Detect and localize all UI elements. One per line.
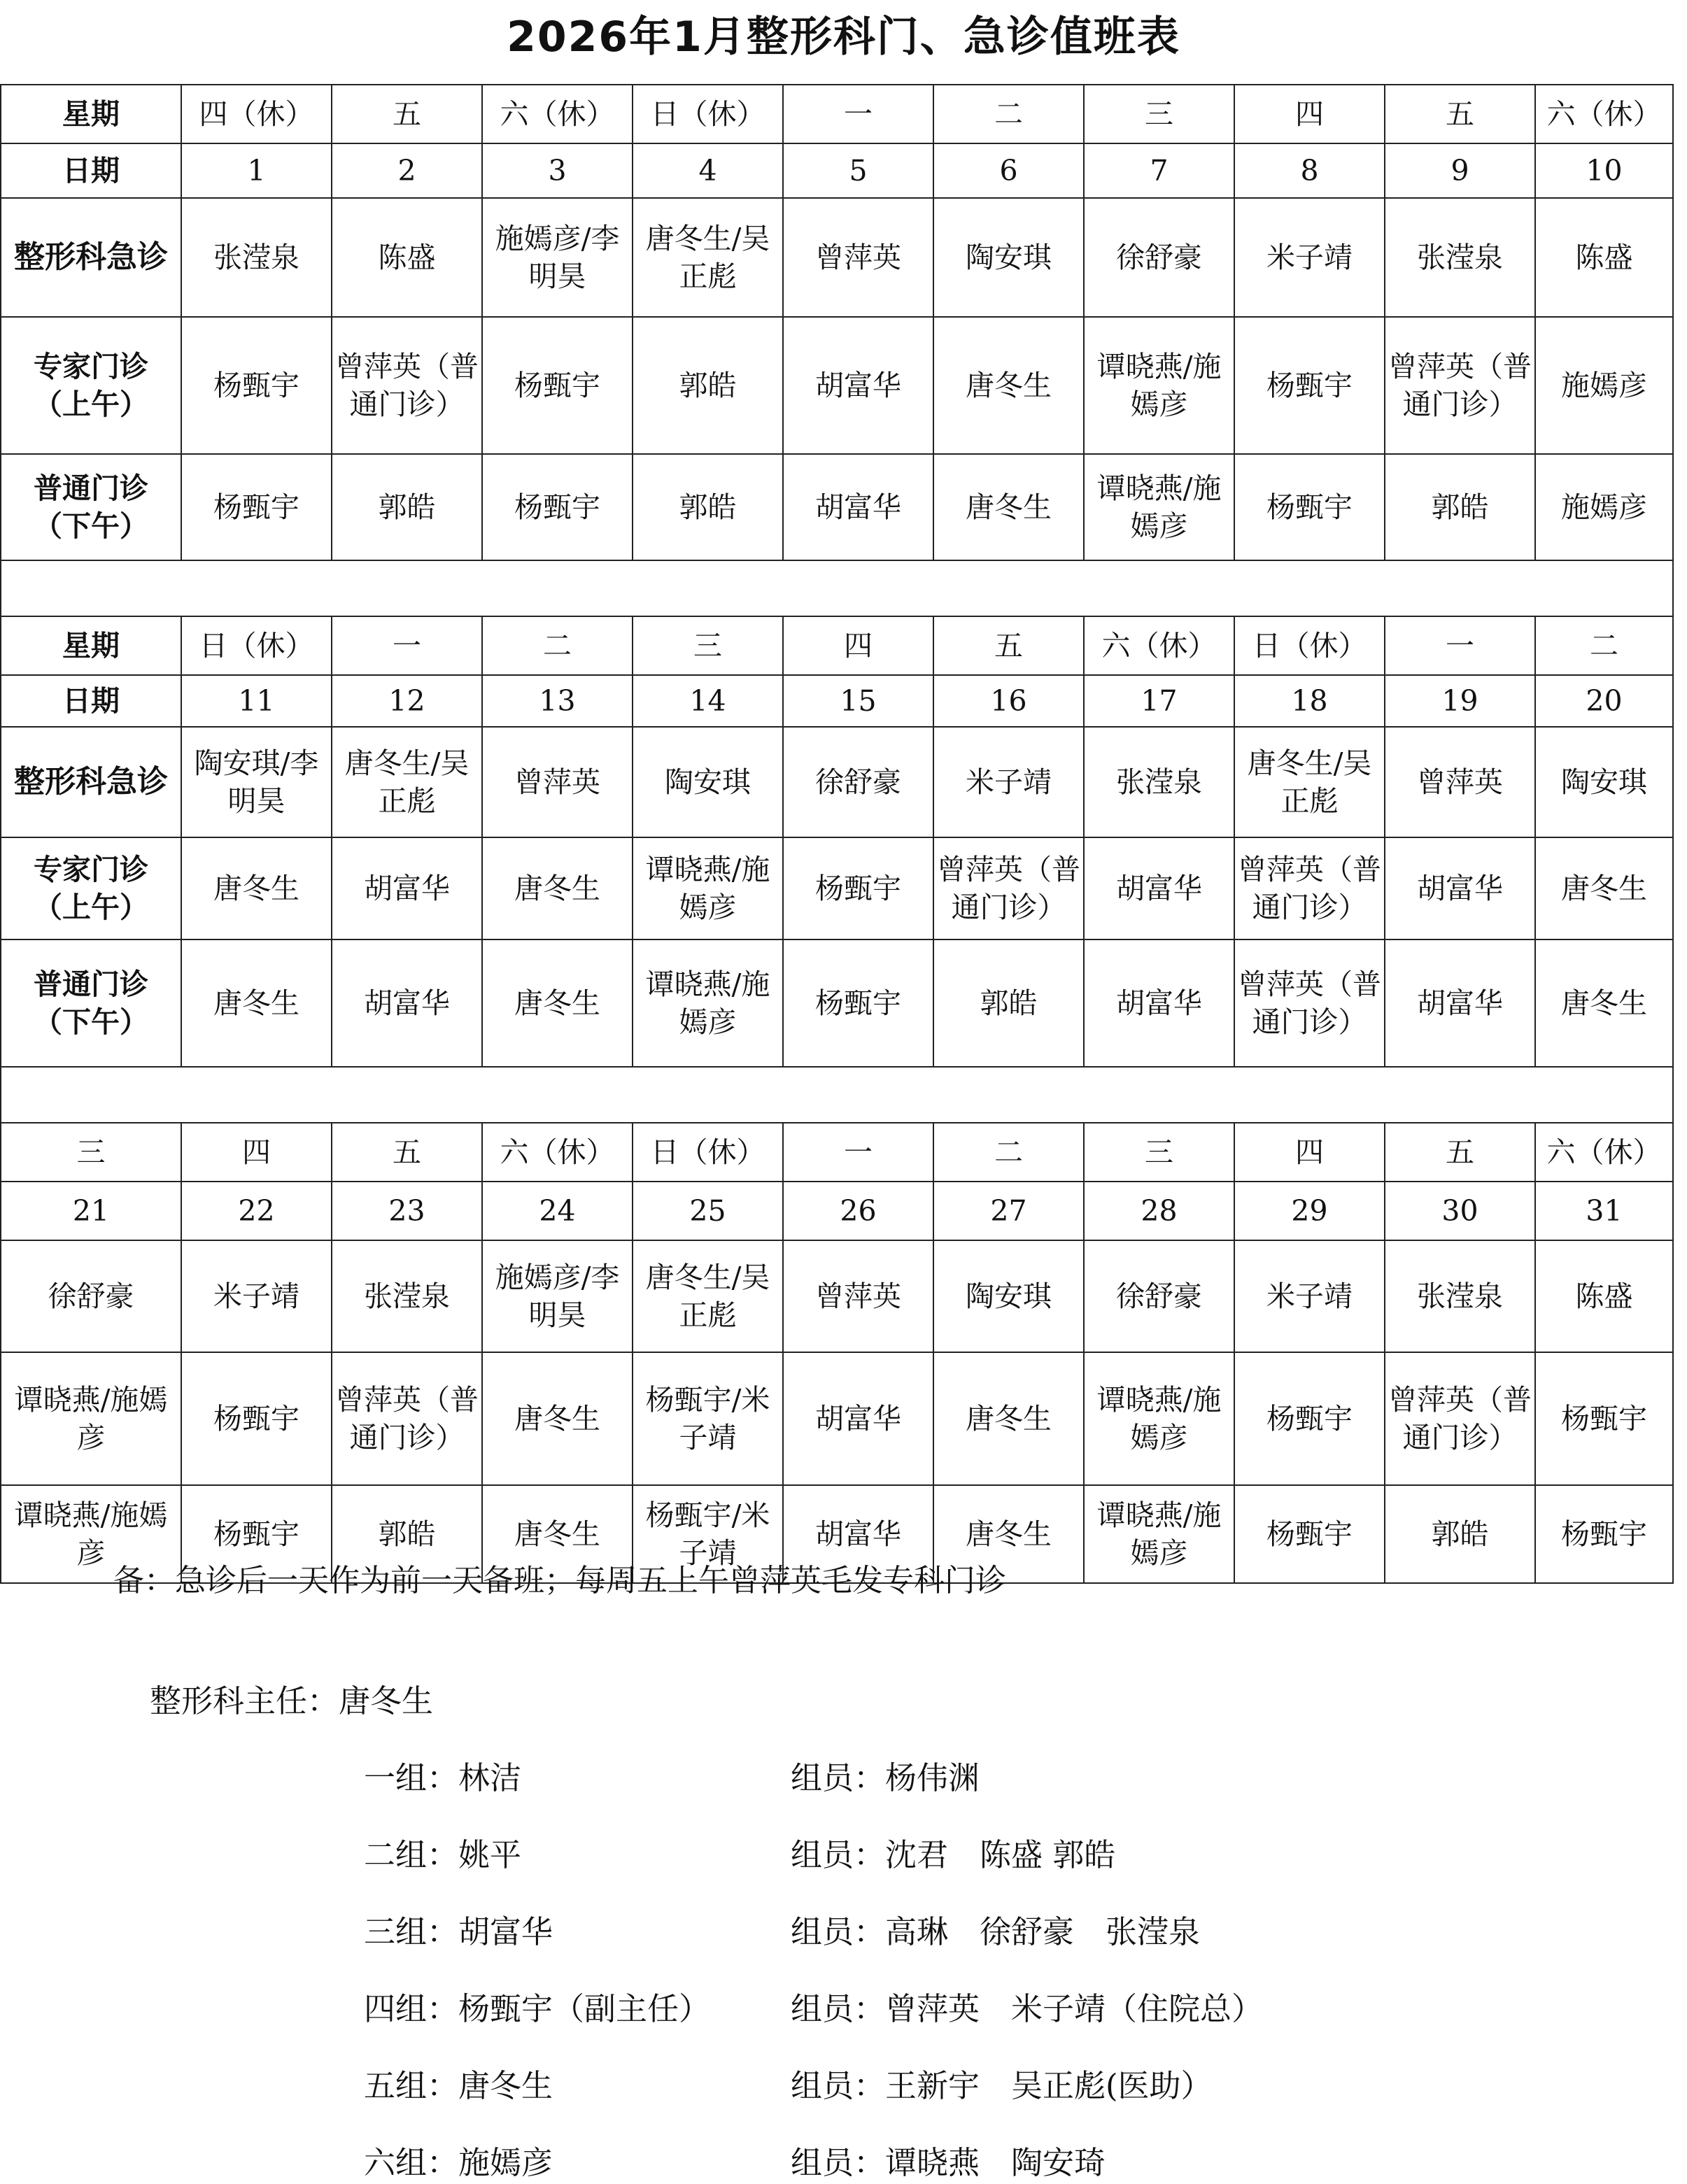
group-members: 组员：沈君 陈盛 郭皓 — [791, 1836, 1116, 1873]
row-label-text: （下午） — [34, 509, 148, 543]
duty-cell: 胡富华 — [783, 1485, 933, 1583]
duty-cell: 唐冬生/吴正彪 — [633, 1240, 783, 1352]
duty-cell: 胡富华 — [332, 939, 482, 1067]
duty-cell: 唐冬生 — [482, 837, 633, 939]
date-cell: 19 — [1385, 675, 1535, 727]
weekday-cell: 四 — [783, 616, 933, 675]
duty-cell: 施嫣彦 — [1535, 454, 1673, 560]
weekday-cell: 三 — [633, 616, 783, 675]
duty-cell: 杨甄宇 — [1234, 317, 1385, 454]
row-label-text: 普通门诊 — [34, 471, 148, 505]
row-label-weekday — [1, 85, 181, 143]
duty-cell: 施嫣彦/李明昊 — [482, 198, 633, 317]
emergency-row — [1, 198, 1673, 317]
date-cell: 28 — [1084, 1182, 1234, 1240]
duty-cell: 谭晓燕/施嫣彦 — [1, 1485, 181, 1583]
row-label-text: 日期 — [62, 154, 120, 187]
weekday-cell: 二 — [933, 1123, 1084, 1182]
row-label-text: 普通门诊 — [34, 967, 148, 1001]
duty-cell: 施嫣彦/李明昊 — [482, 1240, 633, 1352]
weekday-cell: 日（休） — [633, 1123, 783, 1182]
duty-cell: 曾萍英 — [1385, 727, 1535, 837]
expert-clinic-row — [1, 317, 1673, 454]
weekday-cell: 六（休） — [1535, 1123, 1673, 1182]
weekday-row — [1, 1123, 1673, 1182]
weekday-cell: 五 — [1385, 1123, 1535, 1182]
spacer-cell — [1, 560, 1673, 616]
date-cell: 25 — [633, 1182, 783, 1240]
duty-cell: 唐冬生 — [482, 1485, 633, 1583]
date-cell: 11 — [181, 675, 332, 727]
weekday-cell: 五 — [1385, 85, 1535, 143]
duty-cell: 胡富华 — [1084, 837, 1234, 939]
group-leader: 二组：姚平 — [364, 1836, 522, 1873]
date-row — [1, 675, 1673, 727]
date-cell: 6 — [933, 143, 1084, 198]
weekday-cell: 日（休） — [181, 616, 332, 675]
weekday-row — [1, 85, 1673, 143]
duty-cell: 唐冬生 — [933, 317, 1084, 454]
duty-cell: 杨甄宇 — [181, 1352, 332, 1485]
duty-cell: 张滢泉 — [181, 198, 332, 317]
duty-cell: 曾萍英（普通门诊） — [1234, 939, 1385, 1067]
date-cell: 12 — [332, 675, 482, 727]
duty-cell: 杨甄宇/米子靖 — [633, 1485, 783, 1583]
schedule-body — [1, 85, 1673, 1583]
row-label-emergency — [1, 727, 181, 837]
duty-cell: 胡富华 — [1385, 939, 1535, 1067]
duty-cell: 杨甄宇 — [1535, 1485, 1673, 1583]
date-cell: 15 — [783, 675, 933, 727]
duty-cell: 杨甄宇 — [1234, 454, 1385, 560]
group-members: 组员：王新宇 吴正彪(医助） — [791, 2067, 1213, 2104]
weekday-cell: 一 — [332, 616, 482, 675]
weekday-cell: 三 — [1084, 85, 1234, 143]
duty-cell: 张滢泉 — [1385, 198, 1535, 317]
duty-cell: 唐冬生 — [933, 1485, 1084, 1583]
duty-cell: 曾萍英（普通门诊） — [332, 317, 482, 454]
duty-cell: 曾萍英 — [783, 198, 933, 317]
date-cell: 7 — [1084, 143, 1234, 198]
duty-cell: 陈盛 — [1535, 1240, 1673, 1352]
group-leader: 六组：施嫣彦 — [364, 2144, 553, 2181]
duty-cell: 谭晓燕/施嫣彦 — [1084, 454, 1234, 560]
duty-cell: 谭晓燕/施嫣彦 — [1, 1352, 181, 1485]
duty-cell: 唐冬生/吴正彪 — [332, 727, 482, 837]
weekday-cell: 一 — [1385, 616, 1535, 675]
date-cell: 17 — [1084, 675, 1234, 727]
duty-cell: 唐冬生 — [482, 939, 633, 1067]
duty-cell: 曾萍英（普通门诊） — [933, 837, 1084, 939]
date-cell: 31 — [1535, 1182, 1673, 1240]
weekday-cell: 二 — [482, 616, 633, 675]
duty-cell: 张滢泉 — [332, 1240, 482, 1352]
duty-cell: 杨甄宇 — [1234, 1352, 1385, 1485]
row-label-text: 专家门诊 — [34, 853, 148, 886]
weekday-cell: 二 — [1535, 616, 1673, 675]
duty-cell: 唐冬生/吴正彪 — [1234, 727, 1385, 837]
duty-cell: 米子靖 — [933, 727, 1084, 837]
row-label-expert — [1, 837, 181, 939]
duty-cell: 唐冬生 — [933, 1352, 1084, 1485]
group-members: 组员：高琳 徐舒豪 张滢泉 — [791, 1913, 1201, 1950]
duty-cell: 胡富华 — [783, 454, 933, 560]
group-leader: 五组：唐冬生 — [364, 2067, 553, 2104]
group-leader: 一组：林洁 — [364, 1759, 522, 1796]
duty-cell: 郭皓 — [1385, 1485, 1535, 1583]
date-cell: 24 — [482, 1182, 633, 1240]
duty-schedule-table — [0, 84, 1674, 1584]
group-members: 组员：杨伟渊 — [791, 1759, 980, 1796]
date-cell: 5 — [783, 143, 933, 198]
duty-cell: 谭晓燕/施嫣彦 — [1084, 317, 1234, 454]
duty-cell: 米子靖 — [1234, 198, 1385, 317]
row-label-expert — [1, 317, 181, 454]
duty-cell: 杨甄宇 — [1535, 1352, 1673, 1485]
spacer-row — [1, 1067, 1673, 1123]
row-label-text: 专家门诊 — [34, 350, 148, 383]
duty-cell: 曾萍英（普通门诊） — [332, 1352, 482, 1485]
weekday-cell: 六（休） — [1535, 85, 1673, 143]
weekday-cell: 二 — [933, 85, 1084, 143]
duty-cell: 郭皓 — [633, 454, 783, 560]
duty-cell: 张滢泉 — [1084, 727, 1234, 837]
row-label-date — [1, 675, 181, 727]
duty-cell: 唐冬生 — [1535, 939, 1673, 1067]
duty-cell: 杨甄宇 — [783, 939, 933, 1067]
weekday-cell: 四（休） — [181, 85, 332, 143]
duty-cell: 张滢泉 — [1385, 1240, 1535, 1352]
row-label-date — [1, 143, 181, 198]
duty-cell: 曾萍英（普通门诊） — [1234, 837, 1385, 939]
row-label-text: （上午） — [34, 891, 148, 924]
duty-cell: 杨甄宇 — [482, 454, 633, 560]
date-cell: 20 — [1535, 675, 1673, 727]
date-cell: 14 — [633, 675, 783, 727]
general-clinic-row — [1, 454, 1673, 560]
row-label-text: （下午） — [34, 1005, 148, 1039]
row-label-text: （上午） — [34, 388, 148, 421]
duty-cell: 曾萍英 — [783, 1240, 933, 1352]
expert-clinic-row — [1, 837, 1673, 939]
duty-cell: 唐冬生/吴正彪 — [633, 198, 783, 317]
row-label-text: 星期 — [62, 97, 120, 131]
duty-cell: 胡富华 — [1385, 837, 1535, 939]
duty-cell: 曾萍英 — [482, 727, 633, 837]
weekday-cell: 四 — [1234, 85, 1385, 143]
weekday-cell: 六（休） — [482, 1123, 633, 1182]
duty-cell: 陶安琪 — [933, 1240, 1084, 1352]
duty-cell: 施嫣彦 — [1535, 317, 1673, 454]
weekday-cell: 日（休） — [633, 85, 783, 143]
date-cell: 8 — [1234, 143, 1385, 198]
duty-cell: 杨甄宇 — [482, 317, 633, 454]
weekday-cell: 四 — [181, 1123, 332, 1182]
spacer-row — [1, 560, 1673, 616]
emergency-row — [1, 1240, 1673, 1352]
duty-cell: 米子靖 — [181, 1240, 332, 1352]
weekday-cell: 三 — [1, 1123, 181, 1182]
row-label-weekday — [1, 616, 181, 675]
duty-cell: 杨甄宇 — [181, 317, 332, 454]
row-label-text: 星期 — [62, 629, 120, 662]
department-director: 整形科主任：唐冬生 — [150, 1682, 434, 1719]
duty-cell: 曾萍英（普通门诊） — [1385, 1352, 1535, 1485]
date-cell: 23 — [332, 1182, 482, 1240]
weekday-cell: 一 — [783, 1123, 933, 1182]
duty-cell: 杨甄宇/米子靖 — [633, 1352, 783, 1485]
duty-cell: 徐舒豪 — [1084, 198, 1234, 317]
row-label-text: 整形科急诊 — [14, 239, 168, 275]
row-label-general — [1, 454, 181, 560]
weekday-cell: 五 — [933, 616, 1084, 675]
duty-cell: 唐冬生 — [181, 939, 332, 1067]
spacer-cell — [1, 1067, 1673, 1123]
duty-cell: 徐舒豪 — [1084, 1240, 1234, 1352]
weekday-row — [1, 616, 1673, 675]
date-row — [1, 1182, 1673, 1240]
page-title: 2026年1月整形科门、急诊值班表 — [507, 13, 1180, 62]
date-cell: 30 — [1385, 1182, 1535, 1240]
weekday-cell: 五 — [332, 85, 482, 143]
date-cell: 4 — [633, 143, 783, 198]
duty-cell: 徐舒豪 — [783, 727, 933, 837]
duty-cell: 唐冬生 — [1535, 837, 1673, 939]
weekday-cell: 日（休） — [1234, 616, 1385, 675]
date-row — [1, 143, 1673, 198]
duty-cell: 胡富华 — [783, 1352, 933, 1485]
date-cell: 3 — [482, 143, 633, 198]
date-cell: 16 — [933, 675, 1084, 727]
weekday-cell: 六（休） — [482, 85, 633, 143]
date-cell: 2 — [332, 143, 482, 198]
duty-cell: 谭晓燕/施嫣彦 — [633, 939, 783, 1067]
duty-cell: 郭皓 — [1385, 454, 1535, 560]
duty-cell: 胡富华 — [332, 837, 482, 939]
emergency-row — [1, 727, 1673, 837]
date-cell: 18 — [1234, 675, 1385, 727]
duty-cell: 杨甄宇 — [181, 454, 332, 560]
expert-clinic-row — [1, 1352, 1673, 1485]
group-members: 组员：谭晓燕 陶安琦 — [791, 2144, 1106, 2181]
duty-cell: 唐冬生 — [933, 454, 1084, 560]
date-cell: 13 — [482, 675, 633, 727]
duty-cell: 陈盛 — [332, 198, 482, 317]
duty-cell: 米子靖 — [1234, 1240, 1385, 1352]
row-label-text: 日期 — [62, 684, 120, 718]
duty-cell: 唐冬生 — [482, 1352, 633, 1485]
duty-cell: 胡富华 — [783, 317, 933, 454]
duty-cell: 胡富华 — [1084, 939, 1234, 1067]
duty-cell: 杨甄宇 — [181, 1485, 332, 1583]
date-cell: 22 — [181, 1182, 332, 1240]
row-label-emergency — [1, 198, 181, 317]
duty-cell: 谭晓燕/施嫣彦 — [633, 837, 783, 939]
duty-cell: 郭皓 — [633, 317, 783, 454]
date-cell: 10 — [1535, 143, 1673, 198]
weekday-cell: 五 — [332, 1123, 482, 1182]
duty-cell: 唐冬生 — [181, 837, 332, 939]
weekday-cell: 一 — [783, 85, 933, 143]
duty-cell: 陶安琪 — [1535, 727, 1673, 837]
duty-cell: 曾萍英（普通门诊） — [1385, 317, 1535, 454]
duty-cell: 杨甄宇 — [783, 837, 933, 939]
date-cell: 9 — [1385, 143, 1535, 198]
date-cell: 27 — [933, 1182, 1084, 1240]
duty-cell: 陈盛 — [1535, 198, 1673, 317]
row-label-general — [1, 939, 181, 1067]
duty-cell: 谭晓燕/施嫣彦 — [1084, 1485, 1234, 1583]
duty-cell: 郭皓 — [933, 939, 1084, 1067]
weekday-cell: 四 — [1234, 1123, 1385, 1182]
group-leader: 四组：杨甄宇（副主任） — [364, 1990, 711, 2027]
duty-cell: 谭晓燕/施嫣彦 — [1084, 1352, 1234, 1485]
weekday-cell: 六（休） — [1084, 616, 1234, 675]
date-cell: 29 — [1234, 1182, 1385, 1240]
duty-cell: 郭皓 — [332, 1485, 482, 1583]
row-label-text: 整形科急诊 — [14, 764, 168, 800]
group-members: 组员：曾萍英 米子靖（住院总） — [791, 1990, 1264, 2027]
weekday-cell: 三 — [1084, 1123, 1234, 1182]
duty-cell: 杨甄宇 — [1234, 1485, 1385, 1583]
group-leader: 三组：胡富华 — [364, 1913, 553, 1950]
date-cell: 1 — [181, 143, 332, 198]
date-cell: 26 — [783, 1182, 933, 1240]
duty-cell: 徐舒豪 — [1, 1240, 181, 1352]
footnote: 备：急诊后一天作为前一天备班；每周五上午曾萍英毛发专科门诊 — [113, 1563, 1006, 1598]
general-clinic-row — [1, 939, 1673, 1067]
duty-cell: 郭皓 — [332, 454, 482, 560]
duty-cell: 陶安琪 — [933, 198, 1084, 317]
duty-cell: 陶安琪/李明昊 — [181, 727, 332, 837]
duty-cell: 陶安琪 — [633, 727, 783, 837]
date-cell: 21 — [1, 1182, 181, 1240]
